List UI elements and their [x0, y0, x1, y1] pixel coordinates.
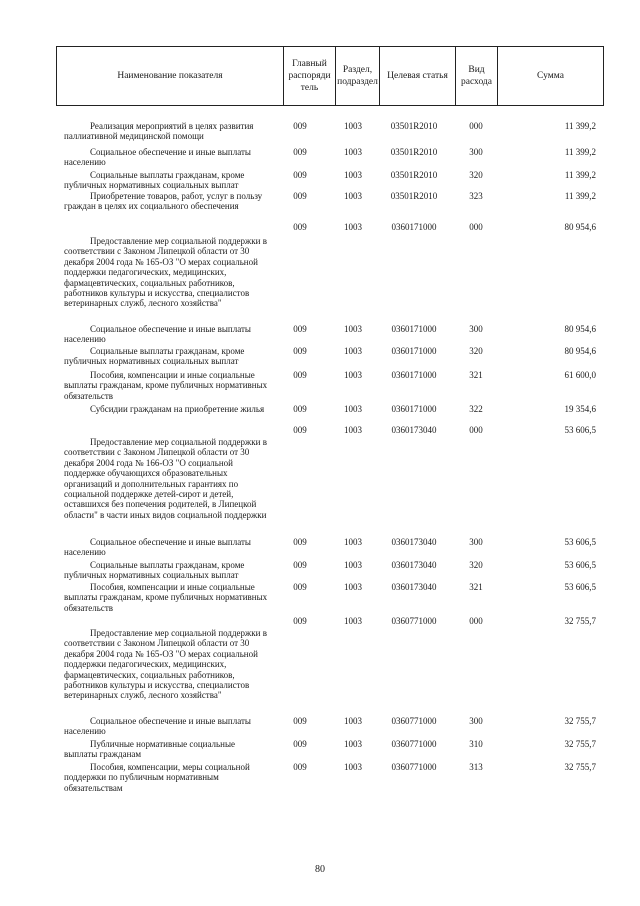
row-razdel: 1003 — [344, 404, 362, 414]
row-celevaya: 03501R2010 — [390, 191, 438, 201]
row-name: Реализация мероприятий в целях развития паллиативной медицинской помощи — [64, 121, 254, 142]
row-vid: 000 — [469, 222, 483, 232]
row-summa: 11 399,2 — [564, 121, 596, 131]
row-celevaya: 0360171000 — [391, 324, 437, 334]
row-glavny: 009 — [293, 121, 307, 131]
row-celevaya: 03501R2010 — [390, 121, 438, 131]
row-celevaya: 0360171000 — [391, 222, 437, 232]
row-razdel: 1003 — [344, 616, 362, 626]
row-name: Пособия, компенсации и иные социальные выплаты гражданам, кроме публичных нормативных обязательств — [64, 370, 268, 401]
row-vid: 300 — [469, 147, 483, 157]
header-glavny: Главный распоряди тель — [283, 47, 335, 105]
table-header — [56, 46, 604, 106]
header-vid: Вид расхода — [455, 47, 497, 105]
row-summa: 11 399,2 — [564, 147, 596, 157]
row-glavny: 009 — [293, 560, 307, 570]
row-razdel: 1003 — [344, 582, 362, 592]
row-vid: 000 — [469, 425, 483, 435]
row-name: Социальные выплаты гражданам, кроме публичных нормативных социальных выплат — [64, 170, 245, 191]
row-summa: 32 755,7 — [564, 716, 596, 726]
row-name: Социальные выплаты гражданам, кроме публичных нормативных социальных выплат — [64, 346, 245, 367]
row-razdel: 1003 — [344, 147, 362, 157]
row-name: Пособия, компенсации и иные социальные выплаты гражданам, кроме публичных нормативных обязательств — [64, 582, 268, 613]
row-name: Социальные выплаты гражданам, кроме публичных нормативных социальных выплат — [64, 560, 245, 581]
row-summa: 80 954,6 — [564, 324, 596, 334]
row-vid: 300 — [469, 537, 483, 547]
row-celevaya: 0360171000 — [391, 346, 437, 356]
row-celevaya: 0360171000 — [391, 370, 437, 380]
row-summa: 53 606,5 — [564, 560, 596, 570]
row-summa: 32 755,7 — [564, 739, 596, 749]
row-vid: 313 — [469, 762, 483, 772]
row-glavny: 009 — [293, 370, 307, 380]
row-summa: 53 606,5 — [564, 537, 596, 547]
row-summa: 32 755,7 — [564, 762, 596, 772]
row-summa: 80 954,6 — [564, 222, 596, 232]
row-glavny: 009 — [293, 346, 307, 356]
row-razdel: 1003 — [344, 560, 362, 570]
row-summa: 11 399,2 — [564, 191, 596, 201]
row-vid: 000 — [469, 616, 483, 626]
row-glavny: 009 — [293, 616, 307, 626]
row-celevaya: 03501R2010 — [390, 170, 438, 180]
row-name: Приобретение товаров, работ, услуг в пользу граждан в целях их социального обеспечения — [64, 191, 263, 212]
row-razdel: 1003 — [344, 425, 362, 435]
row-vid: 320 — [469, 346, 483, 356]
row-celevaya: 0360771000 — [391, 762, 437, 772]
header-name: Наименование показателя — [117, 71, 223, 81]
row-name: Социальное обеспечение и иные выплаты населению — [64, 716, 251, 737]
row-razdel: 1003 — [344, 191, 362, 201]
row-name: Предоставление мер социальной поддержки в соответствии с Законом Липецкой области от 30 декабря 2004 года № 166-ОЗ "О социальной поддержке обучающихся образовательных организаций и дополнительных гарантиях по социальной поддержке детей-сирот и детей, оставшихся без попечения родителей, в Липецкой области" в части иных видов социальной поддержки — [64, 437, 267, 520]
row-razdel: 1003 — [344, 222, 362, 232]
row-vid: 321 — [469, 582, 483, 592]
row-razdel: 1003 — [344, 537, 362, 547]
row-summa: 53 606,5 — [564, 425, 596, 435]
row-summa: 32 755,7 — [564, 616, 596, 626]
row-vid: 000 — [469, 121, 483, 131]
row-name: Социальное обеспечение и иные выплаты населению — [64, 537, 251, 558]
header-summa: Сумма — [497, 47, 603, 105]
row-razdel: 1003 — [344, 739, 362, 749]
row-summa: 19 354,6 — [564, 404, 596, 414]
row-glavny: 009 — [293, 191, 307, 201]
row-celevaya: 0360771000 — [391, 716, 437, 726]
row-vid: 320 — [469, 170, 483, 180]
row-celevaya: 0360171000 — [391, 404, 437, 414]
row-name: Субсидии гражданам на приобретение жилья — [90, 404, 265, 414]
header-celevaya: Целевая статья — [379, 47, 455, 105]
row-razdel: 1003 — [344, 762, 362, 772]
row-vid: 310 — [469, 739, 483, 749]
row-celevaya: 0360173040 — [391, 537, 437, 547]
row-summa: 11 399,2 — [564, 170, 596, 180]
row-glavny: 009 — [293, 222, 307, 232]
page-number: 80 — [315, 864, 325, 875]
row-glavny: 009 — [293, 582, 307, 592]
row-razdel: 1003 — [344, 170, 362, 180]
row-glavny: 009 — [293, 147, 307, 157]
header-razdel: Раздел, подраздел — [335, 47, 379, 105]
row-vid: 320 — [469, 560, 483, 570]
row-celevaya: 0360173040 — [391, 425, 437, 435]
row-razdel: 1003 — [344, 324, 362, 334]
row-glavny: 009 — [293, 425, 307, 435]
row-name: Предоставление мер социальной поддержки в соответствии с Законом Липецкой области от 30 декабря 2004 года № 165-ОЗ "О мерах социальной поддержки педагогических, медицинских, фармацевтических, социальных работников, работников культуры и искусства, специалистов ветеринарных служб, лесного хозяйства" — [64, 628, 267, 701]
row-vid: 321 — [469, 370, 483, 380]
row-glavny: 009 — [293, 404, 307, 414]
row-celevaya: 0360173040 — [391, 582, 437, 592]
row-vid: 322 — [469, 404, 483, 414]
row-vid: 323 — [469, 191, 483, 201]
row-razdel: 1003 — [344, 370, 362, 380]
row-razdel: 1003 — [344, 346, 362, 356]
row-name: Социальное обеспечение и иные выплаты населению — [64, 147, 251, 168]
row-glavny: 009 — [293, 170, 307, 180]
row-name: Социальное обеспечение и иные выплаты населению — [64, 324, 251, 345]
row-glavny: 009 — [293, 716, 307, 726]
row-vid: 300 — [469, 716, 483, 726]
row-vid: 300 — [469, 324, 483, 334]
row-glavny: 009 — [293, 739, 307, 749]
row-summa: 53 606,5 — [564, 582, 596, 592]
row-name: Публичные нормативные социальные выплаты гражданам — [64, 739, 236, 760]
row-razdel: 1003 — [344, 716, 362, 726]
row-razdel: 1003 — [344, 121, 362, 131]
row-summa: 61 600,0 — [564, 370, 596, 380]
row-name: Предоставление мер социальной поддержки в соответствии с Законом Липецкой области от 30 декабря 2004 года № 165-ОЗ "О мерах социальной поддержки педагогических, медицинских, фармацевтических, социальных работников, работников культуры и искусства, специалистов ветеринарных служб, лесного хозяйства" — [64, 236, 267, 309]
row-glavny: 009 — [293, 762, 307, 772]
row-glavny: 009 — [293, 537, 307, 547]
row-celevaya: 0360173040 — [391, 560, 437, 570]
row-celevaya: 0360771000 — [391, 616, 437, 626]
row-celevaya: 03501R2010 — [390, 147, 438, 157]
row-celevaya: 0360771000 — [391, 739, 437, 749]
row-summa: 80 954,6 — [564, 346, 596, 356]
row-glavny: 009 — [293, 324, 307, 334]
row-name: Пособия, компенсации, меры социальной поддержки по публичным нормативным обязательствам — [64, 762, 250, 793]
